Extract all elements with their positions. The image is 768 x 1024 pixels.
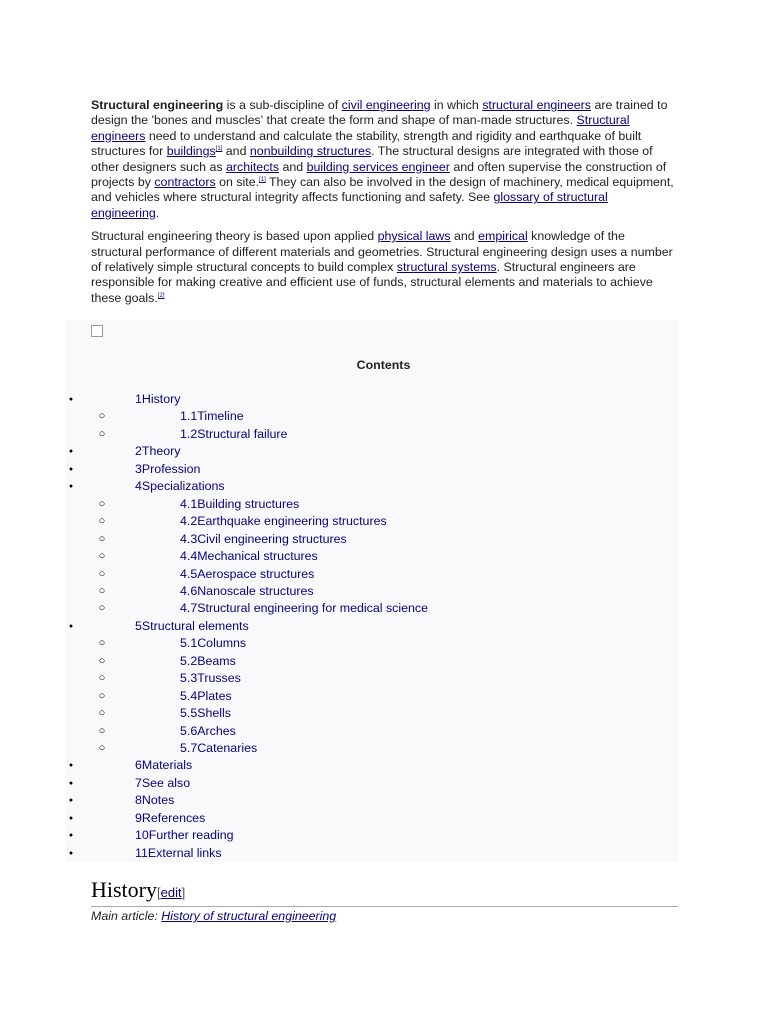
toc-item (66, 723, 678, 740)
reference-2[interactable] (259, 177, 266, 183)
circle-bullet-icon: ○ (98, 689, 106, 702)
link-architects[interactable]: architects (226, 159, 280, 174)
toc-link[interactable] (135, 618, 249, 635)
circle-bullet-icon: ○ (98, 427, 106, 440)
toc-number: 5.7 (180, 741, 198, 755)
toc-label: Shells (197, 706, 231, 721)
circle-bullet-icon: ○ (98, 410, 106, 423)
toc-label: See also (141, 775, 191, 790)
table-of-contents (66, 320, 678, 862)
reference-link[interactable]: [1] (259, 177, 266, 184)
toc-label: Aerospace structures (197, 566, 315, 581)
toc-link[interactable] (180, 548, 318, 565)
toc-label: Building structures (197, 496, 300, 511)
toc-link[interactable] (180, 688, 232, 705)
disc-bullet-icon: ● (68, 832, 74, 840)
toc-link[interactable] (135, 757, 192, 774)
toc-link[interactable] (135, 792, 174, 809)
toc-number: 4.6 (180, 583, 198, 598)
toc-label: External links (147, 845, 222, 860)
disc-bullet-icon: ● (68, 779, 74, 787)
toc-item (66, 443, 678, 460)
link-buildings[interactable]: buildings (166, 144, 216, 159)
toc-link[interactable] (135, 443, 180, 460)
toc-label: Materials (141, 758, 193, 773)
text: is a sub-discipline of (223, 98, 342, 112)
circle-bullet-icon: ○ (98, 602, 106, 615)
text: and often supervise the construction of projects by (91, 159, 667, 190)
toc-link[interactable] (135, 478, 225, 495)
circle-bullet-icon: ○ (98, 532, 106, 545)
toc-number: 5.3 (180, 671, 198, 686)
link-glossary[interactable]: glossary of structural engineering (91, 190, 608, 220)
toc-label: Structural failure (197, 426, 288, 441)
link-contractors[interactable]: contractors (154, 175, 216, 190)
toc-item (66, 513, 678, 530)
disc-bullet-icon: ● (68, 849, 74, 857)
toc-item (66, 548, 678, 565)
article-body (91, 98, 678, 306)
disc-bullet-icon: ● (68, 465, 74, 473)
toc-item (66, 827, 678, 844)
toc-number: 4.4 (180, 549, 198, 564)
link-building-services-engineer[interactable]: building services engineer (306, 159, 450, 174)
toc-link[interactable] (180, 566, 314, 583)
toc-number: 7 (135, 775, 142, 790)
toc-item (66, 583, 678, 600)
toc-link[interactable] (180, 723, 236, 740)
text: and (222, 144, 250, 159)
toc-link[interactable] (180, 600, 428, 617)
text: knowledge of the structural performance of different materials and geometries. Structural engineering design uses a number of relatively simple structural concepts to build complex (91, 229, 673, 275)
toc-link[interactable] (180, 635, 246, 652)
main-article-prefix: Main article: (91, 909, 162, 923)
toc-item (66, 653, 678, 670)
toc-link[interactable] (180, 705, 231, 722)
toc-link[interactable] (180, 496, 299, 513)
toc-link[interactable] (180, 531, 347, 548)
toc-number: 5.5 (180, 706, 198, 721)
circle-bullet-icon: ○ (98, 707, 106, 720)
link-physical-laws[interactable]: physical laws (377, 229, 451, 244)
toc-label: Earthquake engineering structures (197, 514, 387, 529)
toc-label: Nanoscale structures (197, 583, 314, 598)
toc-item (66, 845, 678, 862)
reference-3[interactable] (158, 293, 165, 299)
toc-item (66, 461, 678, 478)
circle-bullet-icon: ○ (98, 637, 106, 650)
theory-paragraph (91, 229, 678, 306)
toc-link[interactable] (180, 426, 287, 443)
toc-number: 1 (135, 392, 142, 406)
toc-label: Notes (141, 793, 175, 808)
toc-number: 5.2 (180, 653, 198, 668)
toc-number: 4.2 (180, 514, 198, 529)
toc-item (66, 478, 678, 495)
toc-number: 6 (135, 758, 142, 773)
toc-item (66, 531, 678, 548)
toc-label: Plates (197, 688, 232, 703)
toc-link[interactable] (135, 845, 222, 862)
toc-label: Theory (141, 444, 181, 459)
toc-number: 4.1 (180, 496, 198, 511)
toc-label: History (141, 392, 181, 406)
edit-link[interactable]: edit (160, 885, 182, 900)
toc-item (66, 391, 678, 408)
toc-number: 1.2 (180, 426, 198, 441)
text: . Structural engineers are responsible for making creative and efficient use of funds, structural elements and materials to achieve these goals. (91, 260, 653, 305)
toc-item (66, 792, 678, 809)
text: need to understand and calculate the stability, strength and rigidity and earthquake of built structures for (91, 128, 642, 159)
text: and (279, 159, 307, 174)
toc-item (66, 600, 678, 617)
main-article-note (91, 908, 336, 925)
toc-number: 11 (135, 845, 148, 860)
text: They can also be involved in the design of machinery, medical equipment, and vehicles where structural integrity affects functioning and safety. See (91, 175, 674, 205)
toc-label: Columns (197, 636, 247, 651)
disc-bullet-icon: ● (68, 797, 74, 805)
disc-bullet-icon: ● (68, 814, 74, 822)
toc-number: 5.4 (180, 688, 198, 703)
toc-item (66, 496, 678, 513)
link-civil-engineering[interactable]: civil engineering (341, 98, 431, 112)
toc-number: 2 (135, 444, 142, 459)
toc-number: 3 (135, 461, 142, 476)
toc-item (66, 618, 678, 635)
toc-link[interactable] (180, 740, 257, 757)
circle-bullet-icon: ○ (98, 672, 106, 685)
toc-link[interactable] (180, 653, 236, 670)
circle-bullet-icon: ○ (98, 654, 106, 667)
toc-link[interactable] (135, 391, 180, 408)
text: . The structural designs are integrated with those of other designers such as (91, 144, 653, 174)
toc-label: References (141, 810, 206, 825)
history-heading (91, 876, 678, 907)
disc-bullet-icon: ● (68, 396, 74, 403)
toc-label: Beams (197, 653, 236, 668)
toc-item (66, 775, 678, 792)
toc-item (66, 688, 678, 705)
link-structural-engineers-2[interactable]: Structural engineers (91, 113, 630, 143)
disc-bullet-icon: ● (68, 622, 74, 630)
toc-label: Further reading (148, 828, 234, 843)
toc-link[interactable] (180, 670, 241, 687)
toc-item (66, 740, 678, 757)
circle-bullet-icon: ○ (98, 742, 106, 754)
circle-bullet-icon: ○ (98, 584, 106, 597)
toc-label: Timeline (197, 409, 244, 424)
toc-number: 10 (135, 828, 149, 843)
link-structural-systems[interactable]: structural systems (396, 260, 497, 275)
toc-item (66, 670, 678, 687)
toc-label: Mechanical structures (197, 549, 318, 564)
history-heading-text: History (91, 877, 157, 902)
toc-link[interactable] (135, 775, 190, 792)
toc-label: Structural engineering for medical science (197, 601, 428, 616)
toc-link[interactable] (180, 513, 387, 530)
toc-number: 5.6 (180, 723, 198, 738)
toc-item (66, 566, 678, 583)
edit-section (157, 885, 185, 900)
toc-number: 8 (135, 793, 142, 808)
toc-number: 4.5 (180, 566, 198, 581)
text: are trained to design the 'bones and muscles' that create the form and shape of man-made structures. (91, 98, 668, 128)
disc-bullet-icon: ● (68, 448, 74, 456)
toc-item (66, 705, 678, 722)
toc-link[interactable] (180, 408, 244, 425)
circle-bullet-icon: ○ (98, 567, 106, 580)
text: on site. (215, 175, 260, 190)
toc-label: Trusses (197, 671, 241, 686)
toc-item (66, 635, 678, 652)
toc-number: 4 (135, 479, 142, 494)
link-history-of-structural-engineering[interactable]: History of structural engineering (161, 909, 337, 923)
edit-bracket-open: [ (157, 885, 161, 900)
toc-label: Profession (141, 461, 201, 476)
toc-label: Civil engineering structures (197, 531, 347, 546)
link-structural-engineers[interactable]: structural engineers (482, 98, 592, 112)
intro-paragraph (91, 98, 678, 221)
toc-item (66, 757, 678, 774)
link-empirical[interactable]: empirical (478, 229, 528, 244)
toc-number: 5 (135, 618, 142, 633)
text: . (155, 205, 160, 220)
toc-number: 9 (135, 810, 142, 825)
toc-number: 5.1 (180, 636, 198, 651)
circle-bullet-icon: ○ (98, 497, 106, 510)
text: and (450, 229, 479, 244)
text: in which (430, 98, 483, 112)
disc-bullet-icon: ● (68, 762, 74, 770)
lead-term: Structural engineering (91, 98, 224, 112)
toc-item (66, 408, 678, 425)
toc-toggle-checkbox[interactable] (91, 325, 103, 337)
circle-bullet-icon: ○ (98, 724, 106, 737)
toc-number: 4.7 (180, 601, 198, 616)
toc-number: 4.3 (180, 531, 198, 546)
reference-link[interactable]: [1] (215, 146, 223, 153)
edit-bracket-close: ] (181, 885, 186, 900)
text: Structural engineering theory is based upon applied (91, 229, 378, 244)
toc-label: Structural elements (141, 618, 249, 633)
disc-bullet-icon: ● (68, 483, 74, 491)
toc-item (66, 810, 678, 827)
reference-link[interactable]: [2] (157, 292, 165, 299)
toc-link[interactable] (135, 810, 205, 827)
toc-item (66, 426, 678, 443)
link-nonbuilding-structures[interactable]: nonbuilding structures (249, 144, 372, 159)
toc-number: 1.1 (180, 409, 198, 424)
toc-link[interactable] (180, 583, 314, 600)
toc-link[interactable] (135, 461, 200, 478)
toc-link[interactable] (135, 827, 234, 844)
toc-label: Arches (197, 723, 236, 738)
toc-label: Catenaries (197, 741, 258, 755)
toc-title: Contents (356, 358, 411, 372)
circle-bullet-icon: ○ (98, 550, 106, 563)
toc-label: Specializations (141, 479, 225, 494)
circle-bullet-icon: ○ (98, 515, 106, 528)
